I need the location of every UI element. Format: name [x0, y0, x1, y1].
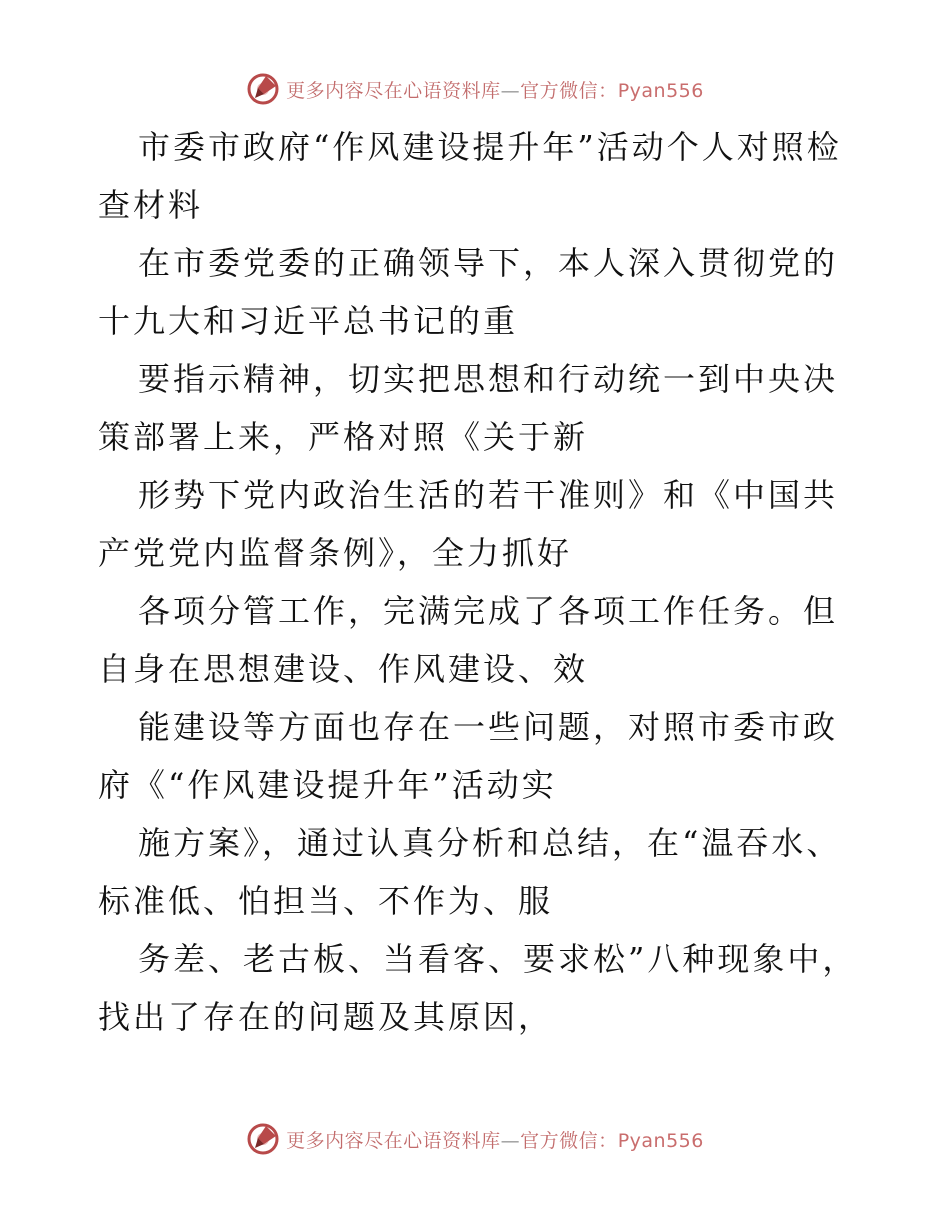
paragraph: 要指示精神，切实把思想和行动统一到中央决策部署上来，严格对照《关于新: [98, 360, 839, 456]
paragraph: 能建设等方面也存在一些问题，对照市委市政府《“作风建设提升年”活动实: [98, 708, 839, 804]
watermark-site: 更多内容尽在心语资料库: [286, 1129, 501, 1152]
document-body: [98, 118, 858, 1046]
pen-circle-logo-icon: [246, 1122, 280, 1156]
watermark-handle: Pyan556: [617, 1129, 704, 1152]
header-watermark: [0, 72, 950, 106]
pen-circle-logo-icon: [246, 72, 280, 106]
paragraph: 各项分管工作，完满完成了各项工作任务。但自身在思想建设、作风建设、效: [98, 592, 839, 688]
paragraph: 施方案》，通过认真分析和总结，在“温吞水、标准低、怕担当、不作为、服: [98, 824, 842, 920]
footer-watermark: [0, 1122, 950, 1156]
paragraph: 务差、老古板、当看客、要求松”八种现象中，找出了存在的问题及其原因，: [98, 940, 858, 1036]
watermark-text: [286, 76, 704, 103]
paragraph: 在市委党委的正确领导下，本人深入贯彻党的十九大和习近平总书记的重: [98, 244, 839, 340]
watermark-separator: —: [500, 1129, 521, 1152]
watermark-handle: Pyan556: [617, 79, 704, 102]
watermark-label: 官方微信：: [520, 1129, 618, 1152]
paragraph-title: 市委市政府“作风建设提升年”活动个人对照检查材料: [98, 128, 842, 224]
watermark-label: 官方微信：: [520, 79, 618, 102]
paragraph: 形势下党内政治生活的若干准则》和《中国共产党党内监督条例》，全力抓好: [98, 476, 839, 572]
watermark-text: [286, 1126, 704, 1153]
watermark-separator: —: [500, 79, 521, 102]
watermark-site: 更多内容尽在心语资料库: [286, 79, 501, 102]
